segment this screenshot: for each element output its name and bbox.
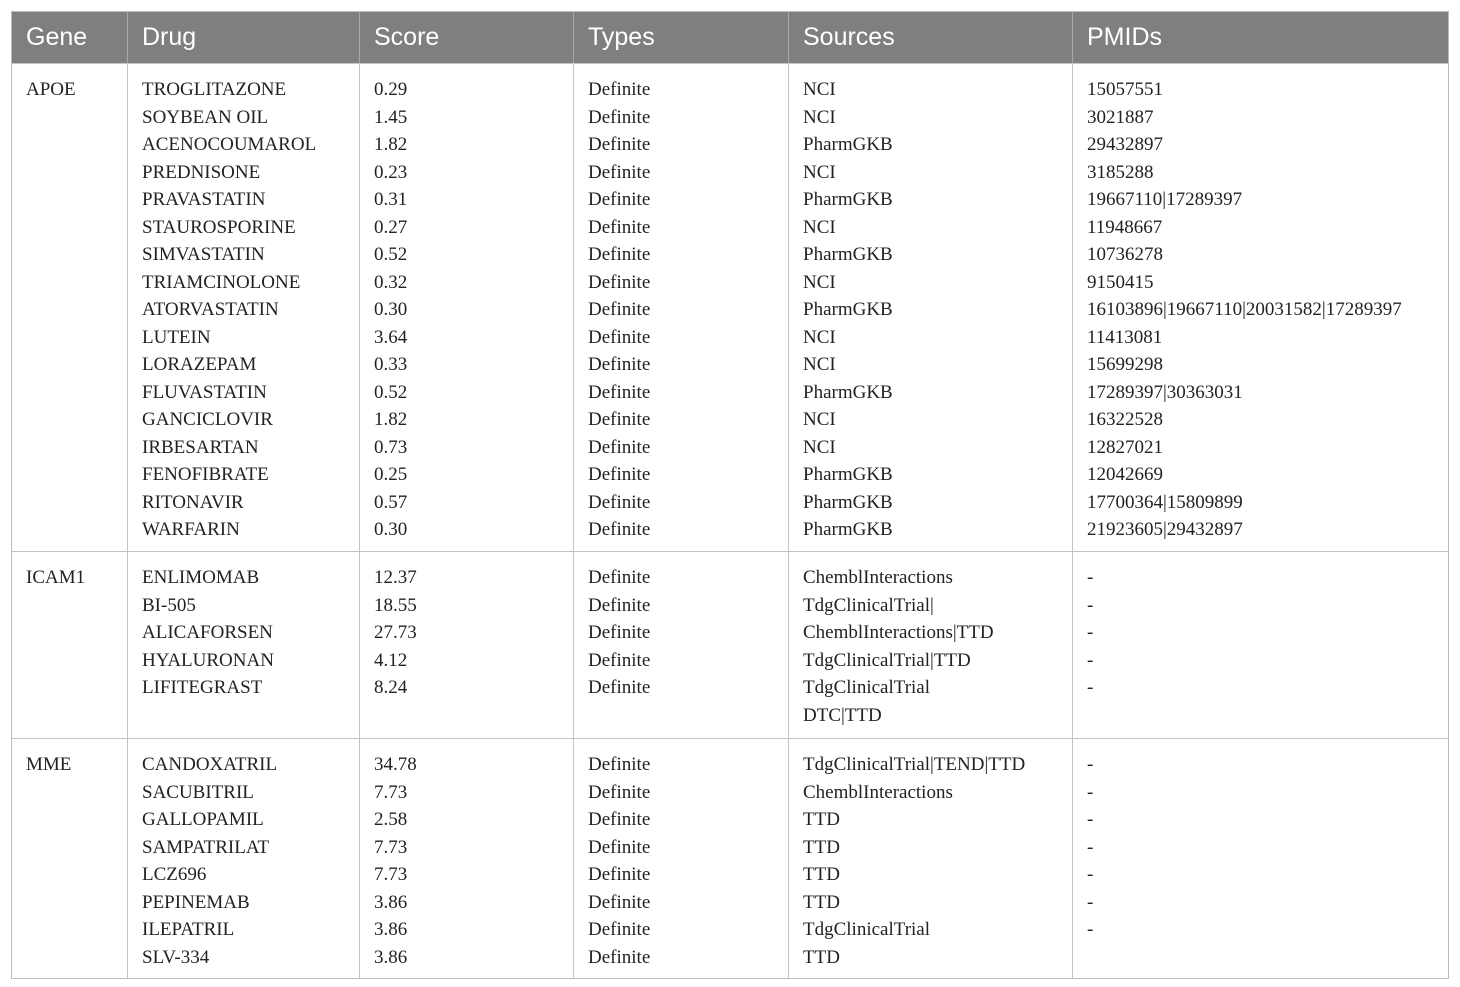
pmid-cell-line: 15057551 bbox=[1087, 79, 1163, 100]
source-cell-line: NCI bbox=[803, 436, 836, 458]
type-cell-line: Definite bbox=[588, 436, 651, 458]
score-cell-line: 27.73 bbox=[374, 622, 417, 643]
score-cell-line: 3.86 bbox=[374, 946, 408, 968]
header-pmids: PMIDs bbox=[1087, 23, 1162, 51]
source-cell-line: TTD bbox=[803, 836, 840, 858]
score-cell-line: 1.82 bbox=[374, 134, 408, 155]
score-cell-line: 18.55 bbox=[374, 594, 417, 616]
type-cell-line: Definite bbox=[588, 299, 651, 320]
source-cell-line: ChemblInteractions|TTD bbox=[803, 622, 994, 643]
type-cell-line: Definite bbox=[588, 409, 651, 430]
source-cell-line: NCI bbox=[803, 216, 836, 238]
type-cell-line: Definite bbox=[588, 809, 651, 830]
type-cell bbox=[574, 552, 789, 738]
source-cell bbox=[789, 64, 1073, 551]
gene-cell bbox=[12, 64, 128, 551]
score-cell-line: 0.23 bbox=[374, 161, 408, 183]
pmid-cell-line: 10736278 bbox=[1087, 244, 1163, 265]
pmid-cell-line: - bbox=[1087, 622, 1094, 643]
score-cell bbox=[360, 739, 574, 978]
pmid-cell-line: - bbox=[1087, 594, 1094, 616]
type-cell-line: Definite bbox=[588, 754, 651, 775]
header-sources: Sources bbox=[789, 12, 1073, 63]
score-cell-line: 0.52 bbox=[374, 244, 408, 265]
pmid-cell-line: - bbox=[1087, 919, 1094, 940]
pmid-cell-line: 3021887 bbox=[1087, 106, 1154, 128]
score-cell-line: 3.86 bbox=[374, 891, 408, 913]
source-cell-line: TdgClinicalTrial| bbox=[803, 594, 934, 616]
gene-cell bbox=[12, 739, 128, 978]
score-cell-line: 1.45 bbox=[374, 106, 408, 128]
drug-cell-line: PRAVASTATIN bbox=[142, 189, 266, 210]
drug-cell-line: LIFITEGRAST bbox=[142, 677, 263, 698]
type-cell-line: Definite bbox=[588, 594, 651, 616]
pmid-cell-line: 11413081 bbox=[1087, 326, 1163, 348]
drug-cell-line: FENOFIBRATE bbox=[142, 464, 269, 485]
header-types: Types bbox=[574, 12, 789, 63]
score-cell-line: 3.64 bbox=[374, 326, 408, 348]
score-cell bbox=[360, 552, 574, 738]
type-cell-line: Definite bbox=[588, 836, 651, 858]
type-cell-line: Definite bbox=[588, 134, 651, 155]
type-cell bbox=[574, 739, 789, 978]
score-cell-line: 34.78 bbox=[374, 754, 417, 775]
score-cell-line: 1.82 bbox=[374, 409, 408, 430]
drug-cell-line: PEPINEMAB bbox=[142, 891, 250, 913]
drug-cell-line: RITONAVIR bbox=[142, 491, 244, 513]
pmid-cell-line: - bbox=[1087, 677, 1094, 698]
header-score: Score bbox=[360, 12, 574, 63]
drug-cell-line: SIMVASTATIN bbox=[142, 244, 265, 265]
drug-cell-line: STAUROSPORINE bbox=[142, 216, 296, 238]
score-cell-line: 0.30 bbox=[374, 299, 408, 320]
pmid-cell-line: - bbox=[1087, 836, 1094, 858]
source-cell-line: TdgClinicalTrial|TEND|TTD bbox=[803, 754, 1026, 775]
pmid-cell-line: 19667110|17289397 bbox=[1087, 189, 1243, 210]
score-cell-line: 0.33 bbox=[374, 354, 408, 375]
pmid-cell bbox=[1073, 552, 1448, 738]
type-cell-line: Definite bbox=[588, 79, 651, 100]
score-cell-line: 7.73 bbox=[374, 781, 408, 803]
type-cell-line: Definite bbox=[588, 864, 651, 885]
source-cell-line: NCI bbox=[803, 271, 836, 293]
score-cell-line: 2.58 bbox=[374, 809, 408, 830]
header-drug: Drug bbox=[128, 12, 360, 63]
source-cell-line: PharmGKB bbox=[803, 189, 893, 210]
pmid-cell-line: - bbox=[1087, 891, 1094, 913]
drug-cell-line: ATORVASTATIN bbox=[142, 299, 279, 320]
score-cell-line: 0.30 bbox=[374, 519, 408, 540]
drug-cell-line: SLV-334 bbox=[142, 946, 210, 968]
score-cell-line: 0.25 bbox=[374, 464, 408, 485]
source-cell-line: ChemblInteractions bbox=[803, 567, 953, 588]
table-row-group-apoe bbox=[12, 63, 1448, 551]
drug-cell-line: PREDNISONE bbox=[142, 161, 261, 183]
drug-cell-line: ILEPATRIL bbox=[142, 919, 235, 940]
drug-cell-line: GALLOPAMIL bbox=[142, 809, 264, 830]
drug-cell-line: SACUBITRIL bbox=[142, 781, 254, 803]
source-cell-line: PharmGKB bbox=[803, 464, 893, 485]
drug-cell-line: SOYBEAN OIL bbox=[142, 106, 269, 128]
score-cell-line: 0.29 bbox=[374, 79, 408, 100]
type-cell-line: Definite bbox=[588, 677, 651, 698]
source-cell-line: PharmGKB bbox=[803, 519, 893, 540]
source-cell-line: NCI bbox=[803, 79, 836, 100]
type-cell-line: Definite bbox=[588, 189, 651, 210]
gene-name: ICAM1 bbox=[26, 567, 86, 588]
pmid-cell-line: 16103896|19667110|20031582|17289397 bbox=[1087, 299, 1402, 320]
score-cell-line: 0.73 bbox=[374, 436, 408, 458]
type-cell-line: Definite bbox=[588, 781, 651, 803]
pmid-cell-line: 29432897 bbox=[1087, 134, 1163, 155]
drug-cell-line: LORAZEPAM bbox=[142, 354, 257, 375]
drug-cell-line: SAMPATRILAT bbox=[142, 836, 270, 858]
drug-cell-line: IRBESARTAN bbox=[142, 436, 259, 458]
gene-cell bbox=[12, 552, 128, 738]
drug-cell-line: HYALURONAN bbox=[142, 649, 274, 671]
pmid-cell-line: - bbox=[1087, 567, 1094, 588]
source-cell-line: NCI bbox=[803, 161, 836, 183]
drug-cell-line: TROGLITAZONE bbox=[142, 79, 287, 100]
table-row-group-mme bbox=[12, 738, 1448, 978]
pmid-cell-line: 3185288 bbox=[1087, 161, 1154, 183]
source-cell-line: TdgClinicalTrial bbox=[803, 919, 931, 940]
score-cell-line: 3.86 bbox=[374, 919, 408, 940]
source-cell-line: TTD bbox=[803, 809, 840, 830]
drug-gene-table bbox=[11, 11, 1449, 979]
drug-cell bbox=[128, 64, 360, 551]
drug-cell bbox=[128, 552, 360, 738]
type-cell-line: Definite bbox=[588, 919, 651, 940]
pmid-cell-line: 17289397|30363031 bbox=[1087, 381, 1243, 403]
header-gene: Gene bbox=[12, 12, 128, 63]
table-row-group-icam1 bbox=[12, 551, 1448, 738]
type-cell-line: Definite bbox=[588, 891, 651, 913]
source-cell-line: TTD bbox=[803, 864, 840, 885]
pmid-cell-line: - bbox=[1087, 781, 1094, 803]
type-cell-line: Definite bbox=[588, 271, 651, 293]
type-cell-line: Definite bbox=[588, 216, 651, 238]
drug-cell bbox=[128, 739, 360, 978]
type-cell-line: Definite bbox=[588, 622, 651, 643]
score-cell-line: 4.12 bbox=[374, 649, 408, 671]
pmid-cell-line: 12827021 bbox=[1087, 436, 1163, 458]
source-cell bbox=[789, 552, 1073, 738]
type-cell-line: Definite bbox=[588, 244, 651, 265]
type-cell bbox=[574, 64, 789, 551]
type-cell-line: Definite bbox=[588, 354, 651, 375]
drug-cell-line: ENLIMOMAB bbox=[142, 567, 260, 588]
score-cell-line: 0.57 bbox=[374, 491, 408, 513]
pmid-cell-line: 11948667 bbox=[1087, 216, 1163, 238]
pmid-cell-line: 21923605|29432897 bbox=[1087, 519, 1243, 540]
drug-cell-line: CANDOXATRIL bbox=[142, 754, 278, 775]
gene-name: MME bbox=[26, 754, 72, 775]
score-cell bbox=[360, 64, 574, 551]
type-cell-line: Definite bbox=[588, 649, 651, 671]
pmid-cell-line: 12042669 bbox=[1087, 464, 1163, 485]
source-cell-line: ChemblInteractions bbox=[803, 781, 953, 803]
source-cell-line: PharmGKB bbox=[803, 381, 893, 403]
pmid-cell-line: 16322528 bbox=[1087, 409, 1163, 430]
drug-cell-line: LCZ696 bbox=[142, 864, 207, 885]
pmid-cell-line: 9150415 bbox=[1087, 271, 1154, 293]
source-cell-line: NCI bbox=[803, 354, 836, 375]
type-cell-line: Definite bbox=[588, 464, 651, 485]
drug-cell-line: TRIAMCINOLONE bbox=[142, 271, 301, 293]
source-cell-line: PharmGKB bbox=[803, 491, 893, 513]
drug-cell-line: ACENOCOUMAROL bbox=[142, 134, 317, 155]
pmid-cell bbox=[1073, 64, 1448, 551]
score-cell-line: 8.24 bbox=[374, 677, 408, 698]
score-cell-line: 12.37 bbox=[374, 567, 417, 588]
source-cell-line: DTC|TTD bbox=[803, 704, 882, 726]
source-cell-line: NCI bbox=[803, 409, 836, 430]
gene-name: APOE bbox=[26, 79, 76, 100]
score-cell-line: 0.32 bbox=[374, 271, 408, 293]
score-cell-line: 0.27 bbox=[374, 216, 408, 238]
source-cell-line: NCI bbox=[803, 106, 836, 128]
type-cell-line: Definite bbox=[588, 519, 651, 540]
source-cell-line: TTD bbox=[803, 946, 840, 968]
source-cell-line: TTD bbox=[803, 891, 840, 913]
score-cell-line: 0.52 bbox=[374, 381, 408, 403]
pmid-cell-line: - bbox=[1087, 649, 1094, 671]
pmid-cell-line: - bbox=[1087, 864, 1094, 885]
pmid-cell-line: 17700364|15809899 bbox=[1087, 491, 1243, 513]
drug-cell-line: ALICAFORSEN bbox=[142, 622, 273, 643]
type-cell-line: Definite bbox=[588, 161, 651, 183]
drug-cell-line: WARFARIN bbox=[142, 519, 240, 540]
source-cell-line: PharmGKB bbox=[803, 299, 893, 320]
source-cell-line: NCI bbox=[803, 326, 836, 348]
table-body bbox=[12, 63, 1448, 978]
source-cell bbox=[789, 739, 1073, 978]
pmid-cell-line: - bbox=[1087, 754, 1094, 775]
type-cell-line: Definite bbox=[588, 567, 651, 588]
type-cell-line: Definite bbox=[588, 491, 651, 513]
score-cell-line: 0.31 bbox=[374, 189, 408, 210]
type-cell-line: Definite bbox=[588, 381, 651, 403]
table-header bbox=[12, 12, 1448, 63]
pmid-cell bbox=[1073, 739, 1448, 978]
drug-cell-line: LUTEIN bbox=[142, 326, 211, 348]
source-cell-line: PharmGKB bbox=[803, 244, 893, 265]
drug-cell-line: BI-505 bbox=[142, 594, 196, 616]
score-cell-line: 7.73 bbox=[374, 864, 408, 885]
source-cell-line: TdgClinicalTrial bbox=[803, 677, 931, 698]
score-cell-line: 7.73 bbox=[374, 836, 408, 858]
drug-cell-line: GANCICLOVIR bbox=[142, 409, 273, 430]
source-cell-line: TdgClinicalTrial|TTD bbox=[803, 649, 971, 671]
source-cell-line: PharmGKB bbox=[803, 134, 893, 155]
pmid-cell-line: 15699298 bbox=[1087, 354, 1163, 375]
type-cell-line: Definite bbox=[588, 326, 651, 348]
drug-cell-line: FLUVASTATIN bbox=[142, 381, 267, 403]
type-cell-line: Definite bbox=[588, 946, 651, 968]
pmid-cell-line: - bbox=[1087, 809, 1094, 830]
type-cell-line: Definite bbox=[588, 106, 651, 128]
